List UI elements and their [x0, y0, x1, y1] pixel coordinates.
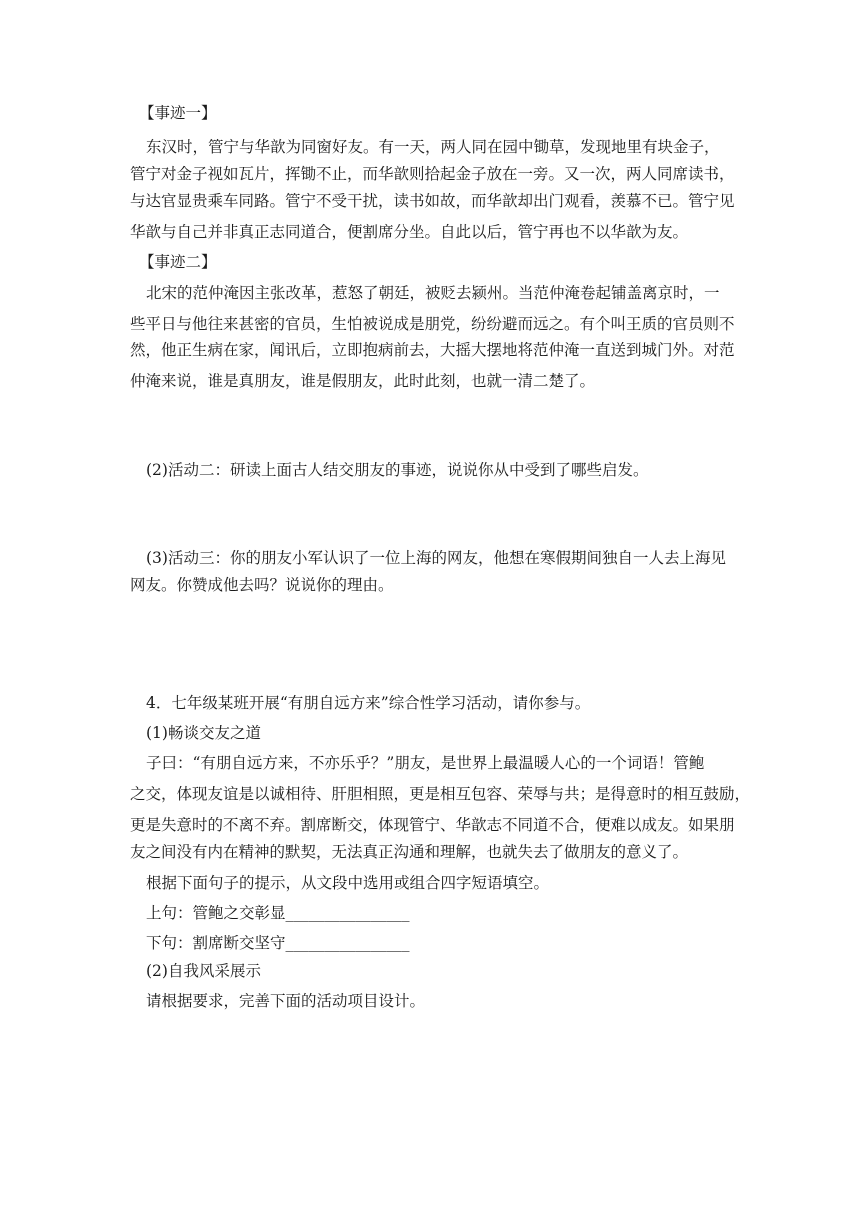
activity2-prompt: (2)活动二：研读上面古人结交朋友的事迹，说说你从中受到了哪些启发。 [146, 461, 649, 479]
story2-line: 然，他正生病在家，闻讯后，立即抱病前去，大摇大摆地将范仲淹一直送到城门外。对范 [130, 341, 735, 359]
question4-passage-line: 子曰：“有朋自远方来，不亦乐乎？”朋友，是世界上最温暖人心的一个词语！管鲍 [146, 754, 705, 772]
question4-sub1: (1)畅谈交友之道 [146, 724, 261, 742]
question4-request: 请根据要求，完善下面的活动项目设计。 [146, 992, 426, 1010]
lower-line-blank[interactable]: 下句：割席断交坚守________________ [146, 934, 410, 952]
story1-line: 华歆与自己并非真正志同道合，便割席分坐。自此以后，管宁再也不以华歆为友。 [130, 223, 689, 241]
question4-sub2: (2)自我风采展示 [146, 962, 261, 980]
story2-line: 北宋的范仲淹因主张改革，惹怒了朝廷，被贬去颍州。当范仲淹卷起铺盖离京时，一 [146, 284, 720, 302]
question4-passage-line: 之交，体现友谊是以诚相待、肝胆相照，更是相互包容、荣辱与共；是得意时的相互鼓励， [130, 785, 751, 803]
story2-heading: 【事迹二】 [139, 253, 217, 271]
upper-line-blank[interactable]: 上句：管鲍之交彰显________________ [146, 904, 410, 922]
story1-heading: 【事迹一】 [139, 104, 217, 122]
story2-line: 些平日与他往来甚密的官员，生怕被说成是朋党，纷纷避而远之。有个叫王质的官员则不 [130, 315, 735, 333]
story1-line: 管宁对金子视如瓦片，挥锄不止，而华歆则拾起金子放在一旁。又一次，两人同席读书， [130, 165, 735, 183]
story2-line: 仲淹来说，谁是真朋友，谁是假朋友，此时此刻，也就一清二楚了。 [130, 372, 596, 390]
question4-title: 4．七年级某班开展“有朋自远方来”综合性学习活动，请你参与。 [146, 694, 591, 712]
story1-line: 与达官显贵乘车同路。管宁不受干扰，读书如故，而华歆却出门观看，羡慕不已。管宁见 [130, 192, 735, 210]
question4-passage-line: 友之间没有内在精神的默契，无法真正沟通和理解，也就失去了做朋友的意义了。 [130, 843, 689, 861]
question4-instruction: 根据下面句子的提示，从文段中选用或组合四字短语填空。 [146, 874, 550, 892]
activity3-line: (3)活动三：你的朋友小军认识了一位上海的网友，他想在寒假期间独自一人去上海见 [146, 549, 726, 567]
activity3-line: 网友。你赞成他去吗？说说你的理由。 [130, 576, 394, 594]
question4-passage-line: 更是失意时的不离不弃。割席断交，体现管宁、华歆志不同道不合，便难以成友。如果朋 [130, 816, 735, 834]
story1-line: 东汉时，管宁与华歆为同窗好友。有一天，两人同在园中锄草，发现地里有块金子， [146, 138, 720, 156]
